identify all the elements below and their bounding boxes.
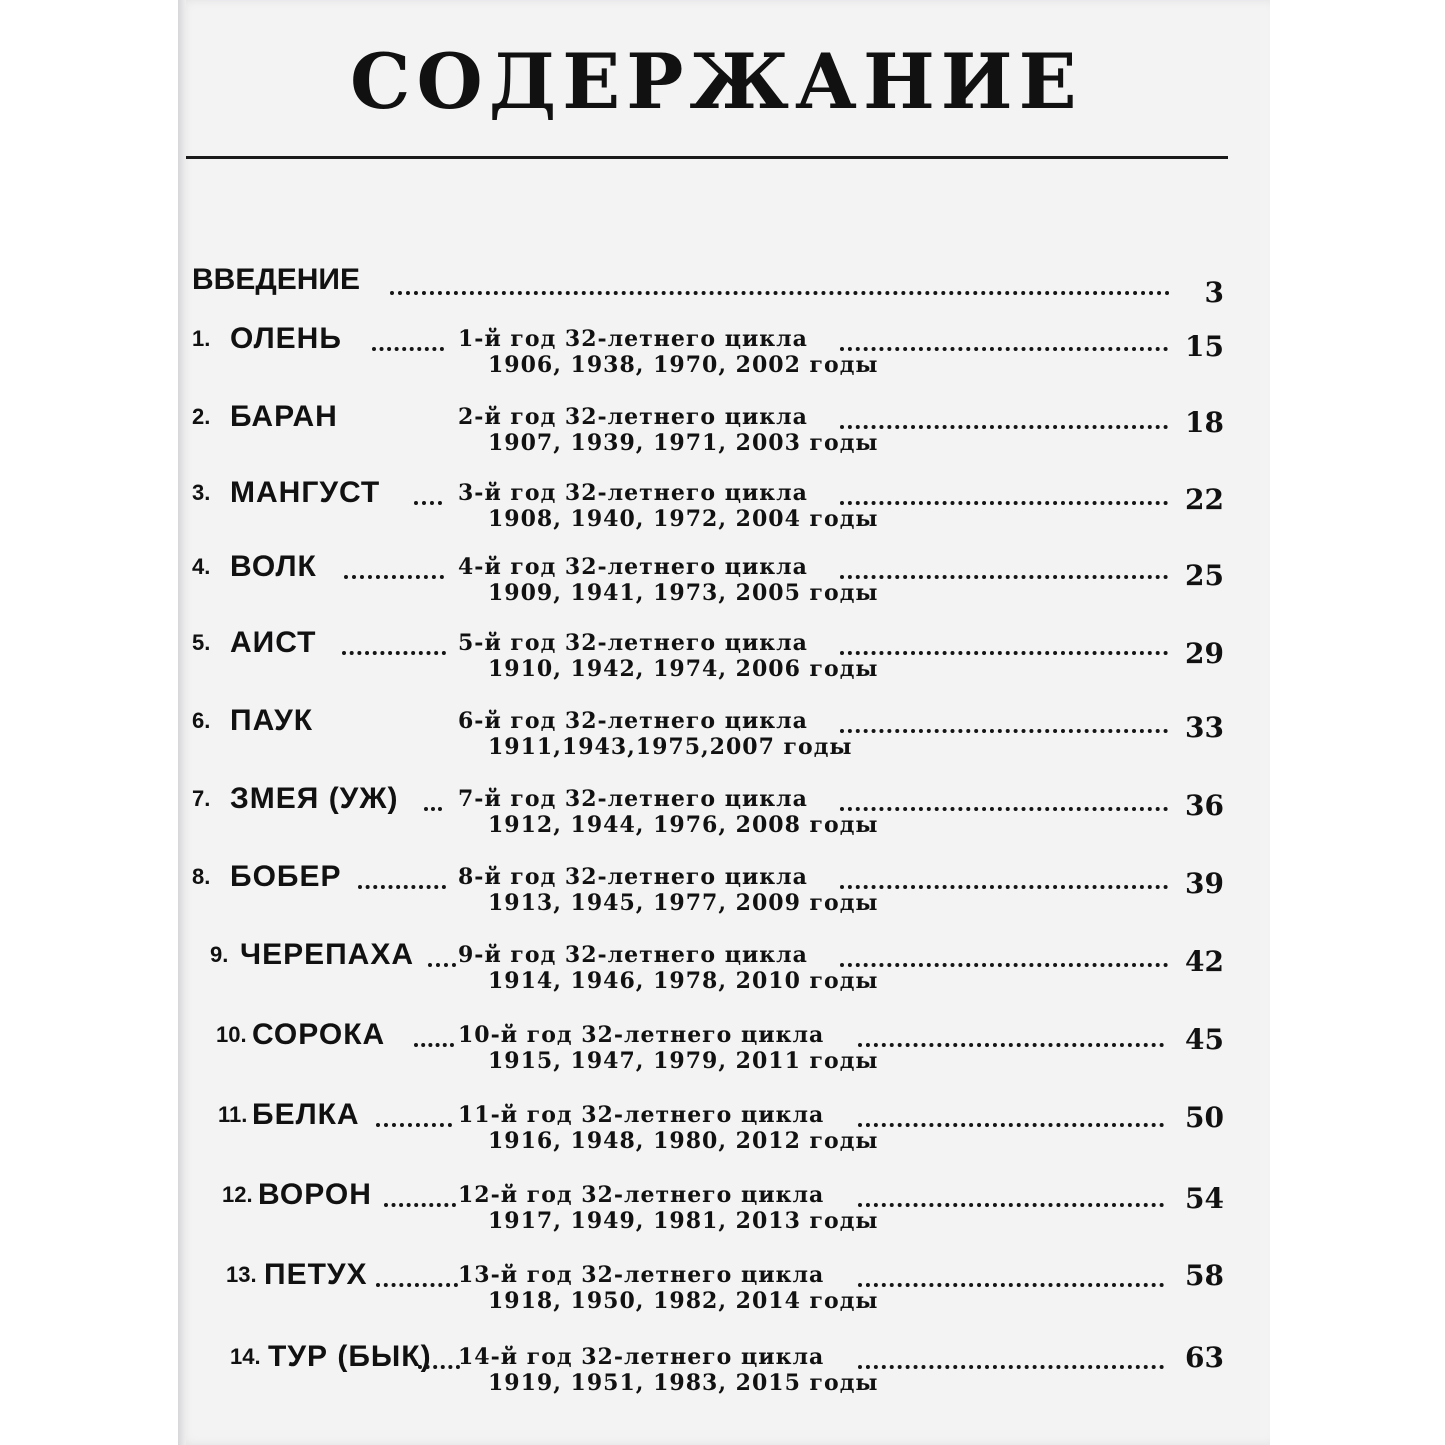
entry-number: 1. [192, 326, 211, 351]
entry-number: 3. [192, 480, 211, 505]
cycle-leader-dots [840, 726, 1168, 733]
cycle-leader-dots [858, 1040, 1164, 1047]
name-leader-dots [342, 648, 446, 655]
entry-number: 13. [226, 1262, 257, 1287]
toc-entry [178, 940, 1270, 1012]
toc-entry [178, 862, 1270, 934]
toc-entry [178, 1180, 1270, 1252]
entry-name: ВОЛК [230, 550, 317, 583]
entry-cycle: 5-й год 32-летнего цикла [458, 630, 808, 656]
entry-years: 1919, 1951, 1983, 2015 годы [488, 1370, 879, 1396]
entry-cycle: 4-й год 32-летнего цикла [458, 554, 808, 580]
name-leader-dots [384, 1200, 456, 1207]
cycle-leader-dots [840, 422, 1168, 429]
entry-number: 7. [192, 786, 211, 811]
entry-cycle: 1-й год 32-летнего цикла [458, 326, 808, 352]
entry-page-number: 33 [1185, 711, 1224, 744]
entry-page-number: 36 [1185, 789, 1224, 822]
entry-cycle: 6-й год 32-летнего цикла [458, 708, 808, 734]
entry-name: ПЕТУХ [264, 1258, 368, 1291]
name-leader-dots [372, 344, 444, 351]
entry-years: 1914, 1946, 1978, 2010 годы [488, 968, 879, 994]
name-leader-dots [344, 572, 444, 579]
cycle-leader-dots [840, 960, 1168, 967]
entry-number: 6. [192, 708, 211, 733]
toc-entry [178, 402, 1270, 474]
toc-entry [178, 1260, 1270, 1332]
entry-page-number: 58 [1185, 1259, 1224, 1292]
entry-page-number: 63 [1185, 1341, 1224, 1374]
entry-page-number: 22 [1185, 483, 1224, 516]
toc-entry [178, 1020, 1270, 1092]
toc-entry [178, 1342, 1270, 1414]
entry-number: 2. [192, 404, 211, 429]
entry-name: ОЛЕНЬ [230, 322, 342, 355]
toc-entry [178, 1100, 1270, 1172]
cycle-leader-dots [858, 1362, 1164, 1369]
entry-name: БОБЕР [230, 860, 342, 893]
entry-cycle: 8-й год 32-летнего цикла [458, 864, 808, 890]
toc-entry [178, 324, 1270, 396]
cycle-leader-dots [840, 804, 1168, 811]
entry-name: ЗМЕЯ (УЖ) [230, 782, 399, 815]
entry-name: ЧЕРЕПАХА [240, 938, 415, 971]
entry-years: 1915, 1947, 1979, 2011 годы [488, 1048, 879, 1074]
entry-number: 12. [222, 1182, 253, 1207]
intro-label: ВВЕДЕНИЕ [192, 263, 360, 296]
name-leader-dots [414, 1040, 454, 1047]
intro-leader-dots [390, 288, 1170, 295]
entry-cycle: 12-й год 32-летнего цикла [458, 1182, 825, 1208]
entry-cycle: 7-й год 32-летнего цикла [458, 786, 808, 812]
entry-years: 1908, 1940, 1972, 2004 годы [488, 506, 879, 532]
entry-years: 1910, 1942, 1974, 2006 годы [488, 656, 879, 682]
entry-years: 1907, 1939, 1971, 2003 годы [488, 430, 879, 456]
cycle-leader-dots [840, 882, 1168, 889]
cycle-leader-dots [858, 1280, 1164, 1287]
entry-cycle: 13-й год 32-летнего цикла [458, 1262, 825, 1288]
entry-name: СОРОКА [252, 1018, 386, 1051]
entry-years: 1912, 1944, 1976, 2008 годы [488, 812, 879, 838]
entry-name: АИСТ [230, 626, 317, 659]
entry-page-number: 50 [1185, 1101, 1224, 1134]
entry-page-number: 54 [1185, 1182, 1224, 1215]
entry-years: 1913, 1945, 1977, 2009 годы [488, 890, 879, 916]
book-page [178, 0, 1270, 1445]
name-leader-dots [428, 960, 456, 967]
entry-page-number: 25 [1185, 559, 1224, 592]
toc-entry [178, 478, 1270, 550]
name-leader-dots [376, 1280, 458, 1287]
entry-page-number: 39 [1185, 867, 1224, 900]
cycle-leader-dots [858, 1200, 1164, 1207]
cycle-leader-dots [840, 572, 1168, 579]
entry-name: МАНГУСТ [230, 476, 381, 509]
entry-years: 1906, 1938, 1970, 2002 годы [488, 352, 879, 378]
cycle-leader-dots [840, 344, 1168, 351]
entry-number: 5. [192, 630, 211, 655]
toc-entry [178, 552, 1270, 624]
entry-page-number: 29 [1185, 637, 1224, 670]
entry-number: 4. [192, 554, 211, 579]
entry-years: 1909, 1941, 1973, 2005 годы [488, 580, 879, 606]
entry-cycle: 14-й год 32-летнего цикла [458, 1344, 825, 1370]
entry-years: 1911,1943,1975,2007 годы [488, 734, 853, 760]
name-leader-dots [414, 498, 442, 505]
entry-years: 1917, 1949, 1981, 2013 годы [488, 1208, 879, 1234]
name-leader-dots [376, 1120, 452, 1127]
page-title: СОДЕРЖАНИЕ [350, 37, 1083, 126]
entry-name: ПАУК [230, 704, 314, 737]
cycle-leader-dots [840, 498, 1168, 505]
entry-number: 11. [218, 1102, 248, 1127]
entry-cycle: 11-й год 32-летнего цикла [458, 1102, 825, 1128]
name-leader-dots [418, 1362, 460, 1369]
name-leader-dots [424, 804, 442, 811]
entry-cycle: 3-й год 32-летнего цикла [458, 480, 808, 506]
entry-name: ТУР (БЫК) [268, 1340, 432, 1373]
entry-cycle: 2-й год 32-летнего цикла [458, 404, 808, 430]
table-of-contents [178, 0, 1270, 1445]
entry-number: 14. [230, 1344, 261, 1369]
entry-page-number: 15 [1185, 330, 1224, 363]
entry-number: 9. [210, 942, 229, 967]
cycle-leader-dots [858, 1120, 1164, 1127]
toc-entry [178, 706, 1270, 778]
entry-page-number: 45 [1185, 1023, 1224, 1056]
entry-name: БАРАН [230, 400, 338, 433]
entry-number: 8. [192, 864, 211, 889]
entry-years: 1916, 1948, 1980, 2012 годы [488, 1128, 879, 1154]
entry-cycle: 9-й год 32-летнего цикла [458, 942, 808, 968]
entry-years: 1918, 1950, 1982, 2014 годы [488, 1288, 879, 1314]
toc-entry [178, 628, 1270, 700]
entry-number: 10. [216, 1022, 247, 1047]
entry-name: ВОРОН [258, 1178, 372, 1211]
name-leader-dots [358, 882, 446, 889]
entry-cycle: 10-й год 32-летнего цикла [458, 1022, 825, 1048]
intro-page-number: 3 [1204, 276, 1224, 309]
entry-page-number: 42 [1185, 945, 1224, 978]
entry-page-number: 18 [1185, 406, 1224, 439]
cycle-leader-dots [840, 648, 1168, 655]
entry-name: БЕЛКА [252, 1098, 360, 1131]
toc-entry [178, 784, 1270, 856]
